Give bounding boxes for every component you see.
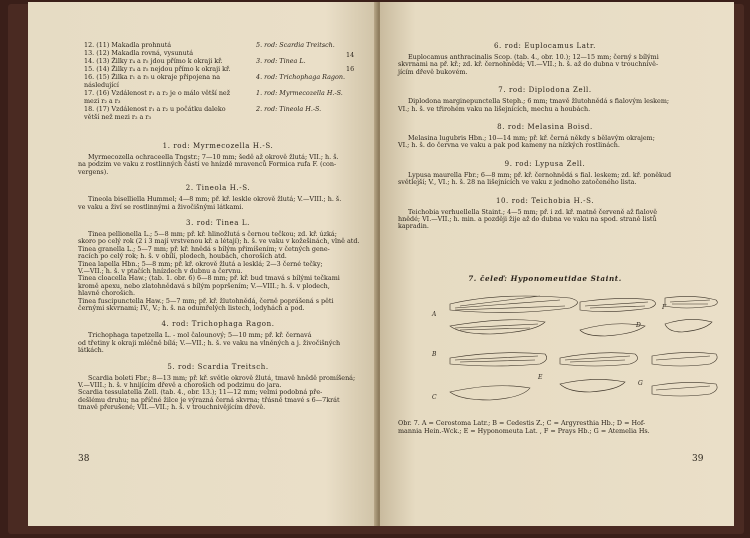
body-line: Euplocamus anthracinalis Scop. (tab. 4., obr. 10.); 12—15 mm; černý s bílými: [408, 53, 659, 61]
body-line: kromě apexu, nebo zlatohnědavá s bílým popršením; V.—VIII.; h. š. v plodech,: [78, 281, 330, 290]
body-line: Myrmecozella ochraceella Tngstr.; 7—10 mm; šedě až okrově žlutá; VII.; h. š.: [88, 153, 339, 161]
wing-d-fore: [652, 352, 717, 366]
key-line: větší než mezi r₂ a r₃: [84, 113, 152, 121]
body-line: V.—VII.; h. š. v ptačích hnízdech v dubnu a červnu.: [78, 267, 243, 275]
wing-f-fore: [665, 296, 717, 308]
body-line: Tineola biselliella Hummel; 4—8 mm; př. kř. leskle okrově žlutá; V.—VIII.; h. š.: [88, 195, 342, 204]
genus-heading: 9. rod: Lypusa Zell.: [504, 159, 586, 168]
body-line: od třetiny k okraji mléčně bílá; V.—VII.; h. š. ve vaku na vlněných a j. živočišných: [78, 338, 341, 347]
body-line: na podzim ve vaku z rostlinných částí ve hnízdě mravenců Formica rufa F. (con-: [78, 160, 337, 169]
body-line: vergens).: [78, 167, 109, 176]
body-line: dešlému druhu; na příčné žilce je výrazná černá skvrna; třásně tmavé s 6—7krát: [78, 395, 340, 404]
body-line: Scardia tessulatella Zell. (tab. 4., obr. 13.); 11—12 mm; velmi podobná pře-: [78, 388, 323, 397]
wing-f-hind: [665, 319, 712, 332]
key-target: 3. rod: Tinea L.: [256, 57, 306, 65]
wing-a-hind: [450, 320, 545, 334]
genus-heading: 7. rod: Diplodona Zell.: [498, 86, 592, 95]
key-target: 5. rod: Scardia Treitsch.: [256, 41, 335, 49]
body-line: jícím dřevě bukovém.: [398, 67, 468, 76]
figure-label-b: B: [432, 351, 437, 358]
body-line: Scardia boleti Fbr.; 8—13 mm; př. kř. světle okrově žlutá, tmavě hnědě promíšená;: [88, 373, 356, 382]
wing-venation-figure: [420, 288, 720, 414]
body-line: Lypusa maurella Fbr.; 6—8 mm; př. kř. černohnědá s fial. leskem; zd. kř. poněkud: [408, 170, 672, 179]
figure-label-a: A: [432, 311, 437, 318]
wing-g-fore: [652, 382, 717, 396]
body-line: světlejší; V., VI.; h. š. 28 na lišejnících ve vaku z jednoho zatočeného lista.: [398, 178, 637, 187]
key-line: 16. (15) Žilka r₁ a r₅ u okraje připojena na: [84, 73, 221, 81]
wing-b-fore: [580, 298, 656, 311]
figure-label-g: G: [638, 380, 643, 387]
body-line: skvrnami na př. kř.; zd. kř. černohnědá; VI.—VII.; h. š. až do dubna v trouchnivě-: [398, 60, 659, 69]
wing-a-fore: [450, 296, 578, 313]
figure-label-d: D: [636, 322, 641, 329]
genus-heading: 3. rod: Tinea L.: [186, 219, 250, 227]
figure-label-f: F: [662, 304, 667, 311]
genus-heading: 1. rod: Myrmecozella H.-S.: [162, 142, 274, 150]
key-line: 13. (12) Makadla rovná, vysunutá: [84, 49, 194, 57]
body-line: Tinea pellionella L.; 5—8 mm; př. kř. hlinožlutá s černou tečkou; zd. kř. úzká;: [88, 230, 337, 238]
body-line: Trichophaga tapetzella L. - mol čalounový; 5—10 mm; př. kř. černavá: [88, 331, 312, 340]
body-line: racích po celý rok; h. š. v obilí, plodech, houbách, choroších atd.: [78, 252, 287, 261]
key-line: 18. (17) Vzdálenost r₁ a r₂ u počátku daleko: [84, 105, 226, 113]
key-line: 14. (13) Žilky r₄ a r₅ jdou přímo k okraji kř.: [84, 57, 223, 65]
genus-heading: 6. rod: Euplocamus Latr.: [494, 42, 596, 50]
page-number-right: 39: [692, 454, 704, 464]
body-line: Teichobia verhuellella Staint.; 4—5 mm; př. i zd. kř. matně červeně až fialově: [408, 207, 657, 216]
body-line: hlavně chorošich.: [78, 289, 136, 298]
body-line: tmavě přerušené; VII.—VII.; h. š. v trouchnivějícím dřevě.: [78, 403, 266, 412]
genus-heading: 10. rod: Teichobia H.-S.: [495, 196, 595, 205]
body-line: černými skvrnami; IV., V.; h. š. na odumřelých listech, lodyhách a pod.: [78, 304, 305, 312]
body-line: hnědé; VI.—VII.; h. min. a později žije až do dubna ve vaku na spod. straně listů: [398, 215, 657, 223]
family-heading: 7. čeleď: Hyponomeutidae Staint.: [468, 274, 622, 283]
key-target: 1. rod: Myrmecozella H.-S.: [256, 89, 343, 97]
wing-e-hind: [560, 379, 625, 392]
caption-line: Obr. 7. A = Cerostoma Latr.; B = Cedestis Z.; C = Argyresthia Hb.; D = Hof-: [398, 419, 646, 427]
key-line: 15. (14) Žilky r₄ a r₅ nejdou přímo k okraji kř.: [84, 65, 231, 73]
genus-heading: 8. rod: Melasina Boisd.: [497, 123, 593, 131]
body-line: Tinea lapella Hbn.; 5—8 mm; př. kř. okrově žlutá a lesklá; 2—3 černé tečky;: [78, 259, 323, 268]
body-line: Diplodona marginepunctella Steph.; 6 mm; tmavě žlutohnědá s fialovým leskem;: [408, 97, 670, 106]
body-line: látkách.: [78, 346, 104, 355]
page-number-left: 38: [78, 454, 90, 464]
right-page: [380, 2, 734, 526]
body-line: Tinea granella L.; 5—7 mm; př. kř. hnědá s bílým přimíšením; v četných gene-: [78, 244, 330, 253]
key-line: mezi r₂ a r₃: [84, 97, 121, 105]
key-line: 12. (11) Makadla prohnutá: [84, 41, 172, 49]
key-target: 16: [346, 65, 355, 73]
body-line: ve vaku a živí se rostlinnými a živočišnými látkami.: [78, 202, 244, 211]
body-line: V.—VIII.; h. š. v hnijícím dřevě a chorošich od podzimu do jara.: [78, 381, 282, 389]
figure-label-e: E: [538, 374, 543, 381]
wing-c-hind: [450, 386, 530, 400]
body-line: Tinea fuscipunctella Haw.; 5—7 mm; př. kř. žlutohnědá, černě poprášená s pěti: [78, 296, 334, 305]
body-line: kapradin.: [398, 222, 429, 231]
body-line: VI.; h. š. do června ve vaku a pak pod kameny na nízkých rostlinách.: [398, 141, 620, 150]
left-page: [28, 2, 378, 526]
genus-heading: 4. rod: Trichophaga Ragon.: [161, 320, 275, 329]
key-line: 17. (16) Vzdálenost r₁ a r₂ je o málo větší než: [84, 89, 231, 97]
key-target: 14: [346, 51, 355, 59]
genus-heading: 2. Tineola H.-S.: [185, 184, 251, 193]
key-target: 2. rod: Tineola H.-S.: [256, 105, 322, 113]
caption-line: mannia Hein.-Wck.; E = Hyponomeuta Lat. , F = Prays Hb.; G = Atemelia Hs.: [398, 427, 650, 435]
body-line: VI.; h. š. ve třirohém vaku na lišejnících, mechu a houbách.: [398, 104, 591, 113]
body-line: skoro po celý rok (2 i 3 mají vrstvenou kř. a létají); h. š. ve vaku v kožešinách, vlně atd.: [78, 237, 360, 246]
body-line: Melasina lugubris Hbn.; 10—14 mm; př. kř. černá někdy s bělavým okrajem;: [408, 134, 655, 142]
figure-label-c: C: [432, 394, 437, 401]
key-line: následující: [84, 81, 119, 89]
body-line: Tinea cloacella Haw.; (tab. 1. obr. 6) 6—8 mm; př. kř. bud tmavá s bílými tečkami: [78, 274, 340, 283]
key-target: 4. rod: Trichophaga Ragon.: [256, 73, 346, 81]
genus-heading: 5. rod: Scardia Treitsch.: [167, 362, 269, 371]
